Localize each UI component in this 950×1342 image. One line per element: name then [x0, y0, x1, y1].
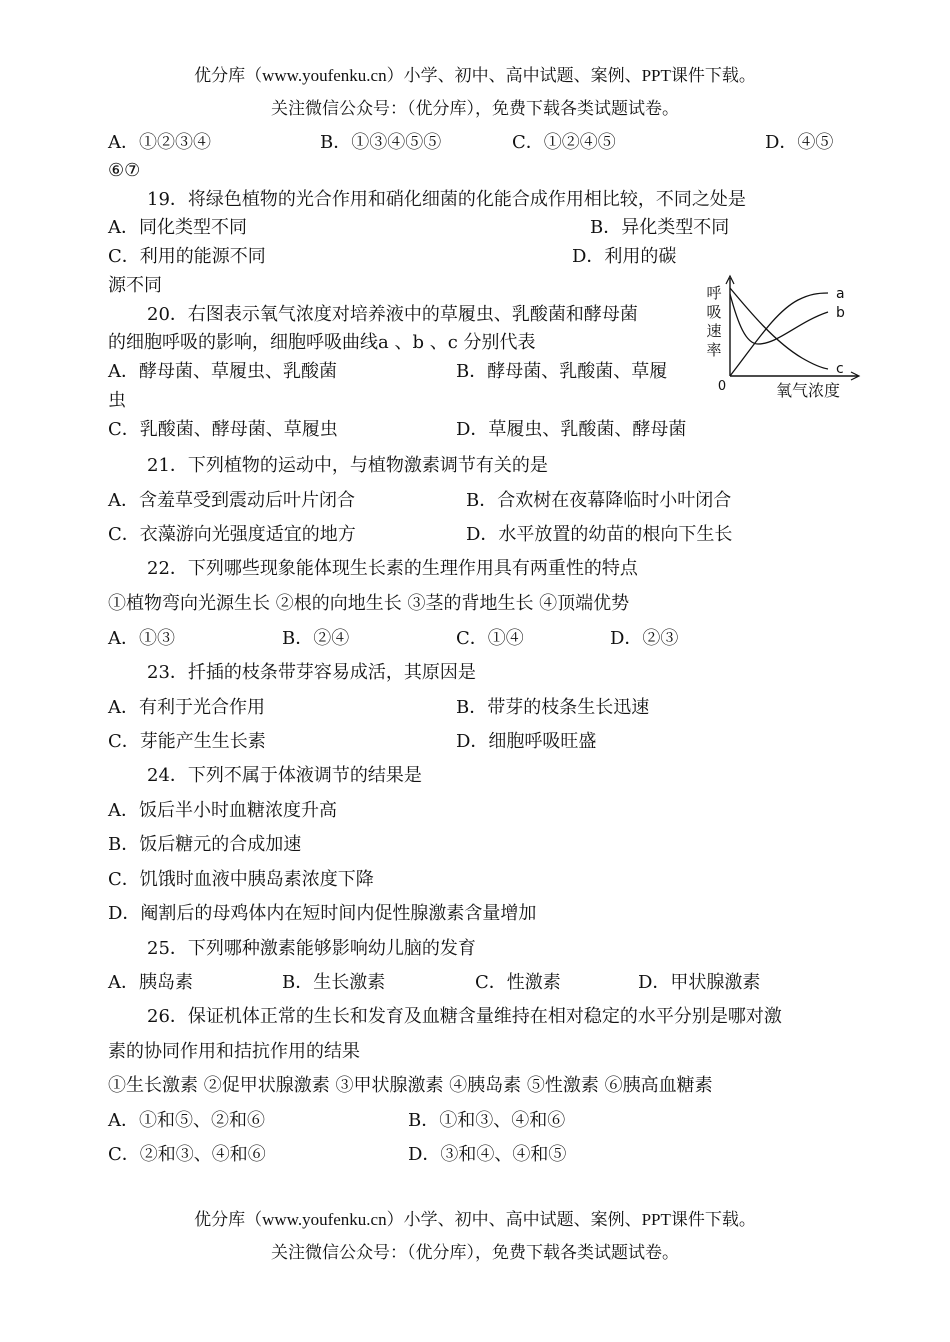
q25-stem: 25．下列哪种激素能够影响幼儿脑的发育 [147, 938, 476, 959]
q22-stem: 22．下列哪些现象能体现生长素的生理作用具有两重性的特点 [147, 558, 638, 579]
q25-option-b: B．生长激素 [282, 972, 386, 993]
q20-option-b: B．酵母菌、乳酸菌、草履 [456, 361, 668, 382]
q24-option-d: D．阉割后的母鸡体内在短时间内促性腺激素含量增加 [108, 903, 537, 924]
q21-stem: 21．下列植物的运动中，与植物激素调节有关的是 [147, 455, 548, 476]
q19-option-d-continued: 源不同 [108, 275, 162, 296]
q19-stem: 19．将绿色植物的光合作用和硝化细菌的化能合成作用相比较，不同之处是 [147, 189, 746, 210]
q21-option-c: C．衣藻游向光强度适宜的地方 [108, 524, 356, 545]
q23-stem: 23．扦插的枝条带芽容易成活，其原因是 [147, 662, 476, 683]
y-axis-label-char-4: 率 [706, 341, 722, 359]
q23-option-c: C．芽能产生生长素 [108, 731, 266, 752]
q26-option-a: A．①和⑤、②和⑥ [108, 1110, 265, 1131]
curve-label-a: a [836, 286, 845, 302]
y-axis-label-char-2: 吸 [706, 303, 722, 321]
curve-label-b: b [836, 305, 845, 321]
q23-option-b: B．带芽的枝条生长迅速 [456, 697, 650, 718]
q18-option-a: A．①②③④ [108, 132, 211, 153]
q20-option-d: D．草履虫、乳酸菌、酵母菌 [456, 419, 687, 440]
q20-option-a: A．酵母菌、草履虫、乳酸菌 [108, 361, 337, 382]
q20-stem-line-1: 20．右图表示氧气浓度对培养液中的草履虫、乳酸菌和酵母菌 [147, 304, 638, 325]
q26-stem-line-1: 26．保证机体正常的生长和发育及血糖含量维持在相对稳定的水平分别是哪对激 [147, 1006, 782, 1027]
q18-option-d: D．④⑤ [765, 132, 834, 153]
q26-option-c: C．②和③、④和⑥ [108, 1144, 266, 1165]
q20-stem-line-2: 的细胞呼吸的影响，细胞呼吸曲线a 、b 、c 分别代表 [108, 332, 536, 353]
header-line-2: 关注微信公众号：（优分库），免费下载各类试题试卷。 [271, 99, 679, 118]
y-axis-label-char-3: 速 [706, 322, 722, 340]
q23-option-d: D．细胞呼吸旺盛 [456, 731, 597, 752]
y-axis-label-char-1: 呼 [706, 284, 722, 302]
q18-option-d-continued: ⑥⑦ [108, 160, 141, 181]
curve-b [730, 294, 828, 344]
footer-line-2: 关注微信公众号：（优分库），免费下载各类试题试卷。 [271, 1243, 679, 1262]
q19-option-d: D．利用的碳 [572, 246, 677, 267]
q26-option-b: B．①和③、④和⑥ [408, 1110, 566, 1131]
q19-option-b: B．异化类型不同 [590, 217, 730, 238]
q26-stem-line-2: 素的协同作用和拮抗作用的结果 [108, 1041, 360, 1062]
header-line-1: 优分库（www.youfenku.cn）小学、初中、高中试题、案例、PPT课件下载。 [194, 66, 756, 85]
q22-items: ①植物弯向光源生长 ②根的向地生长 ③茎的背地生长 ④顶端优势 [108, 593, 630, 614]
y-axis-label [706, 284, 721, 359]
curve-label-c: c [836, 361, 844, 377]
respiration-chart [700, 272, 870, 410]
q18-option-c: C．①②④⑤ [512, 132, 616, 153]
q22-option-a: A．①③ [108, 628, 175, 649]
q18-option-b: B．①③④⑤⑤ [320, 132, 442, 153]
q24-option-b: B．饭后糖元的合成加速 [108, 834, 302, 855]
q24-stem: 24．下列不属于体液调节的结果是 [147, 765, 422, 786]
q21-option-d: D．水平放置的幼苗的根向下生长 [466, 524, 733, 545]
q26-items: ①生长激素 ②促甲状腺激素 ③甲状腺激素 ④胰岛素 ⑤性激素 ⑥胰高血糖素 [108, 1075, 713, 1096]
q25-option-a: A．胰岛素 [108, 972, 193, 993]
origin-label: 0 [717, 379, 727, 394]
q20-option-c: C．乳酸菌、酵母菌、草履虫 [108, 419, 338, 440]
q25-option-d: D．甲状腺激素 [638, 972, 761, 993]
q22-option-c: C．①④ [456, 628, 524, 649]
q23-option-a: A．有利于光合作用 [108, 697, 265, 718]
q24-option-c: C．饥饿时血液中胰岛素浓度下降 [108, 869, 374, 890]
footer-line-1: 优分库（www.youfenku.cn）小学、初中、高中试题、案例、PPT课件下载。 [194, 1210, 756, 1229]
q22-option-b: B．②④ [282, 628, 350, 649]
q25-option-c: C．性激素 [475, 972, 561, 993]
q20-option-b-continued: 虫 [108, 390, 126, 411]
x-axis-label: 氧气浓度 [775, 381, 841, 400]
q24-option-a: A．饭后半小时血糖浓度升高 [108, 800, 337, 821]
q19-option-a: A．同化类型不同 [108, 217, 247, 238]
q26-option-d: D．③和④、④和⑤ [408, 1144, 567, 1165]
q21-option-a: A．含羞草受到震动后叶片闭合 [108, 490, 355, 511]
q22-option-d: D．②③ [610, 628, 679, 649]
q21-option-b: B．合欢树在夜幕降临时小叶闭合 [466, 490, 732, 511]
q19-option-c: C．利用的能源不同 [108, 246, 266, 267]
